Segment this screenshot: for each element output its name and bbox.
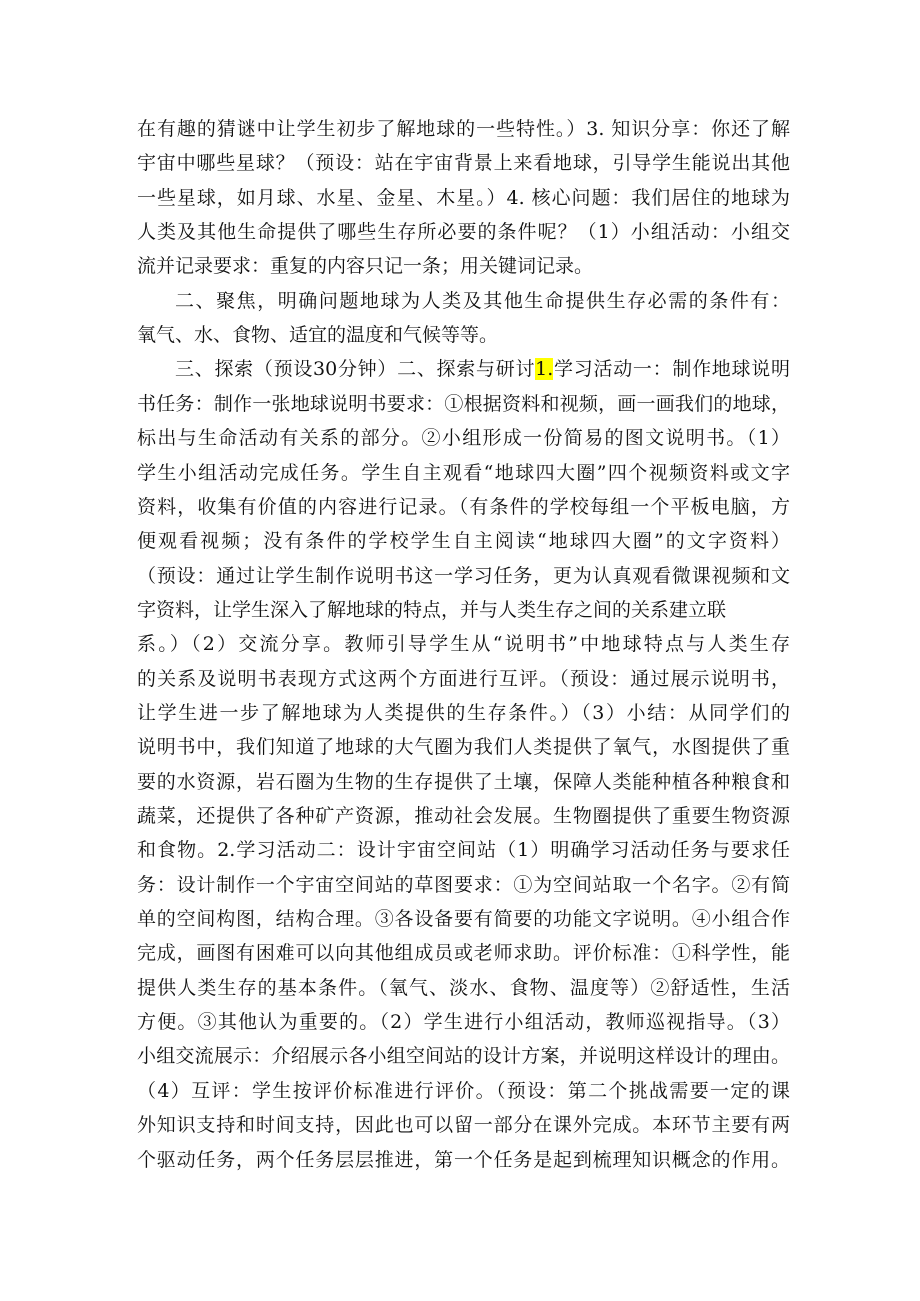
- text-line: 系。）（2）交流分享。教师引导学生从“说明书”中地球特点与人类生存: [137, 633, 790, 655]
- text-line: 书任务：制作一张地球说明书要求：①根据资料和视频，画一画我们的地球，: [137, 393, 790, 415]
- text-line: 一些星球，如月球、水星、金星、木星。）4. 核心问题：我们居住的地球为: [137, 187, 790, 209]
- text-line: 提供人类生存的基本条件。（氧气、淡水、食物、温度等）②舒适性，生活: [137, 977, 790, 999]
- text-line: 方便。③其他认为重要的。（2）学生进行小组活动，教师巡视指导。（3）: [137, 1011, 790, 1033]
- text-line: 说明书中，我们知道了地球的大气圈为我们人类提供了氧气，水图提供了重: [137, 736, 790, 758]
- text-segment: 三、探索（预设30分钟）二、探索与研讨: [175, 358, 536, 380]
- text-line: 让学生进一步了解地球为人类提供的生存条件。）（3）小结：从同学们的: [137, 702, 790, 724]
- text-line: 务：设计制作一个宇宙空间站的草图要求：①为空间站取一个名字。②有简: [137, 874, 790, 896]
- text-line: 个驱动任务，两个任务层层推进，第一个任务是起到梳理知识概念的作用。: [137, 1149, 790, 1171]
- highlighted-text: 1.: [535, 358, 554, 380]
- text-line: 的关系及说明书表现方式这两个方面进行互评。（预设：通过展示说明书，: [137, 668, 790, 690]
- text-line: 宇宙中哪些星球？（预设：站在宇宙背景上来看地球，引导学生能说出其他: [137, 152, 790, 174]
- text-line: （预设：通过让学生制作说明书这一学习任务，更为认真观看微课视频和文: [137, 565, 790, 587]
- text-line: 在有趣的猜谜中让学生初步了解地球的一些特性。）3. 知识分享：你还了解: [137, 118, 790, 140]
- text-line: 资料，收集有价值的内容进行记录。（有条件的学校每组一个平板电脑，方: [137, 496, 790, 518]
- text-line: 完成，画图有困难可以向其他组成员或老师求助。评价标准：①科学性，能: [137, 942, 790, 964]
- text-line: [175, 352, 790, 386]
- text-line: 要的水资源，岩石圈为生物的生存提供了土壤，保障人类能种植各种粮食和: [137, 771, 790, 793]
- text-line: 人类及其他生命提供了哪些生存所必要的条件呢？（1）小组活动：小组交: [137, 221, 790, 243]
- text-line: 学生小组活动完成任务。学生自主观看“地球四大圈”四个视频资料或文字: [137, 462, 790, 484]
- text-line: 流并记录要求：重复的内容只记一条；用关键词记录。: [137, 255, 594, 277]
- text-line: 单的空间构图，结构合理。③各设备要有简要的功能文字说明。④小组合作: [137, 908, 790, 930]
- text-line: 小组交流展示：介绍展示各小组空间站的设计方案，并说明这样设计的理由。: [137, 1045, 790, 1067]
- text-line: 蔬菜，还提供了各种矿产资源，推动社会发展。生物圈提供了重要生物资源: [137, 805, 790, 827]
- text-line: 标出与生命活动有关系的部分。②小组形成一份简易的图文说明书。（1）: [137, 427, 790, 449]
- text-line: 和食物。2.学习活动二：设计宇宙空间站（1）明确学习活动任务与要求任: [137, 839, 790, 861]
- text-line: 字资料，让学生深入了解地球的特点，并与人类生存之间的关系建立联: [137, 599, 727, 621]
- text-line: （4）互评：学生按评价标准进行评价。（预设：第二个挑战需要一定的课: [137, 1080, 790, 1102]
- text-line: 便观看视频；没有条件的学校学生自主阅读“地球四大圈”的文字资料）: [137, 530, 790, 552]
- text-segment: 学习活动一：制作地球说明: [553, 358, 790, 380]
- text-line: 外知识支持和时间支持，因此也可以留一部分在课外完成。本环节主要有两: [137, 1114, 790, 1136]
- text-line: 二、聚焦，明确问题地球为人类及其他生命提供生存必需的条件有：: [175, 290, 790, 312]
- text-line: 氧气、水、食物、适宜的温度和气候等等。: [137, 324, 499, 346]
